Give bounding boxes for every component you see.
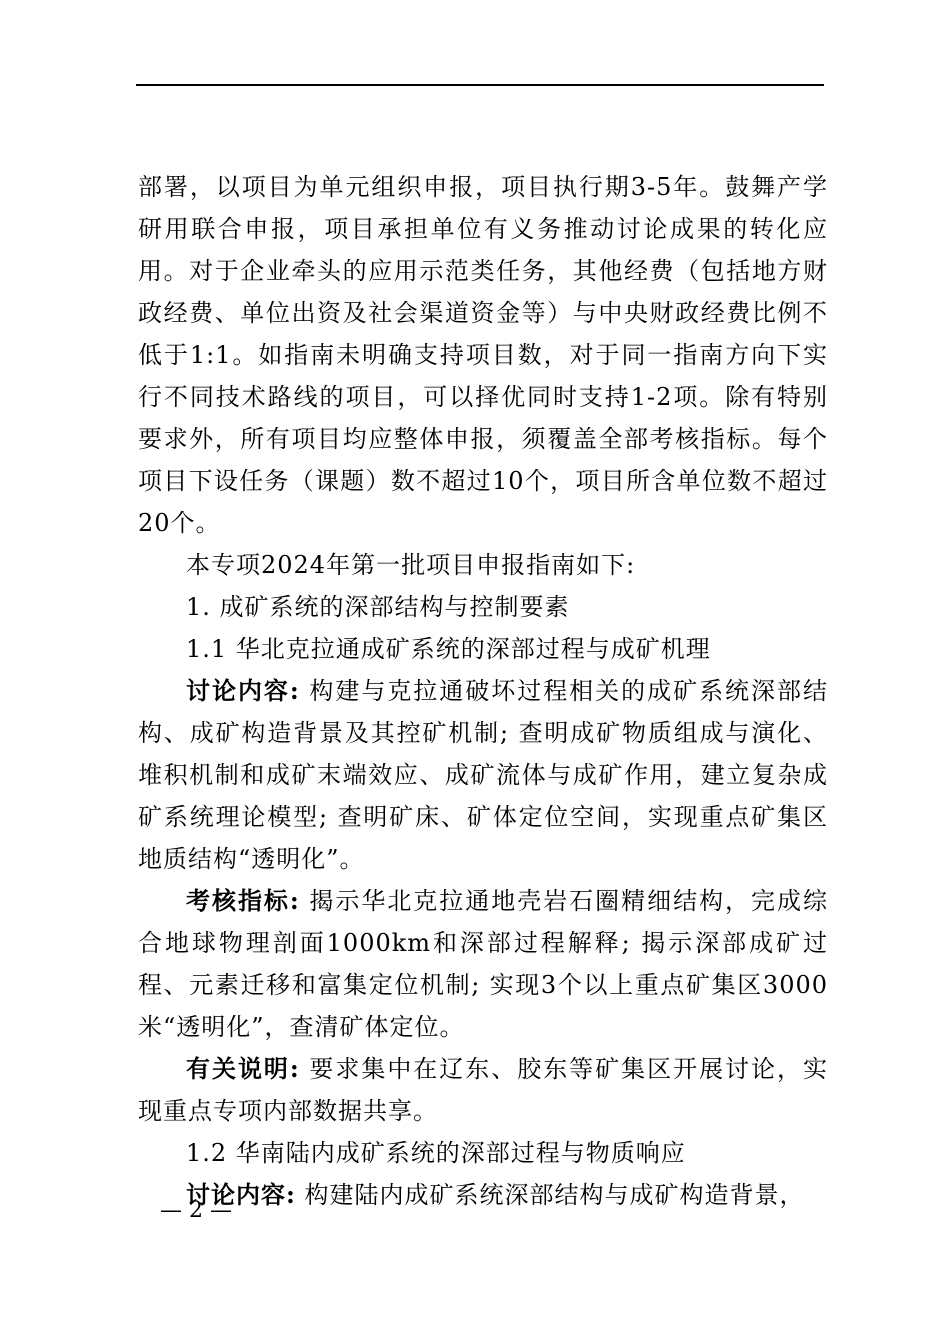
- paragraph-text: 要求集中在辽东、胶东等矿集区开展讨论，实现重点专项内部数据共享。: [138, 1055, 828, 1125]
- paragraph-label: 考核指标:: [186, 886, 300, 915]
- related-notes-1-1: [138, 1048, 828, 1132]
- research-content-1-2: [138, 1174, 828, 1216]
- paragraph-label: 有关说明:: [186, 1054, 300, 1083]
- paragraph-text: 部署，以项目为单元组织申报，项目执行期3-5年。鼓舞产学研用联合申报，项目承担单位有义务推动讨论成果的转化应用。对于企业牵头的应用示范类任务，其他经费（包括地方财政经费、单位出资及社会渠道资金等）与中央财政经费比例不低于1:1。如指南未明确支持项目数，对于同一指南方向下实行不同技术路线的项目，可以择优同时支持1-2项。除有特别要求外，所有项目均应整体申报，须覆盖全部考核指标。每个项目下设任务（课题）数不超过10个，项目所含单位数不超过20个。: [138, 173, 828, 537]
- body-text: [138, 166, 828, 1216]
- paragraph-text: 本专项2024年第一批项目申报指南如下:: [186, 551, 636, 579]
- header-rule: [136, 84, 824, 86]
- paragraph-text: 构建陆内成矿系统深部结构与成矿构造背景，: [295, 1181, 805, 1209]
- section-heading-1: [138, 586, 828, 628]
- assessment-indicators-1-1: [138, 880, 828, 1048]
- paragraph-2: [138, 544, 828, 586]
- research-content-1-1: [138, 670, 828, 880]
- paragraph-label: 讨论内容:: [186, 1180, 296, 1209]
- heading-text: 1. 成矿系统的深部结构与控制要素: [186, 593, 570, 621]
- paragraph-text: 构建与克拉通破坏过程相关的成矿系统深部结构、成矿构造背景及其控矿机制; 查明成矿物质组成与演化、堆积机制和成矿末端效应、成矿流体与成矿作用，建立复杂成矿系统理论模型; 查明矿床、矿体定位空间，实现重点矿集区地质结构“透明化”。: [138, 677, 828, 873]
- paragraph-label: 讨论内容:: [186, 676, 300, 705]
- subsection-heading-1-2: [138, 1132, 828, 1174]
- heading-text: 1.2 华南陆内成矿系统的深部过程与物质响应: [186, 1139, 686, 1167]
- page-number: — 2 —: [160, 1198, 232, 1223]
- paragraph-text: 揭示华北克拉通地壳岩石圈精细结构，完成综合地球物理剖面1000km和深部过程解释; 揭示深部成矿过程、元素迁移和富集定位机制; 实现3个以上重点矿集区3000米“透明化”，查清矿体定位。: [138, 887, 828, 1041]
- paragraph-1: [138, 166, 828, 544]
- heading-text: 1.1 华北克拉通成矿系统的深部过程与成矿机理: [186, 635, 711, 663]
- subsection-heading-1-1: [138, 628, 828, 670]
